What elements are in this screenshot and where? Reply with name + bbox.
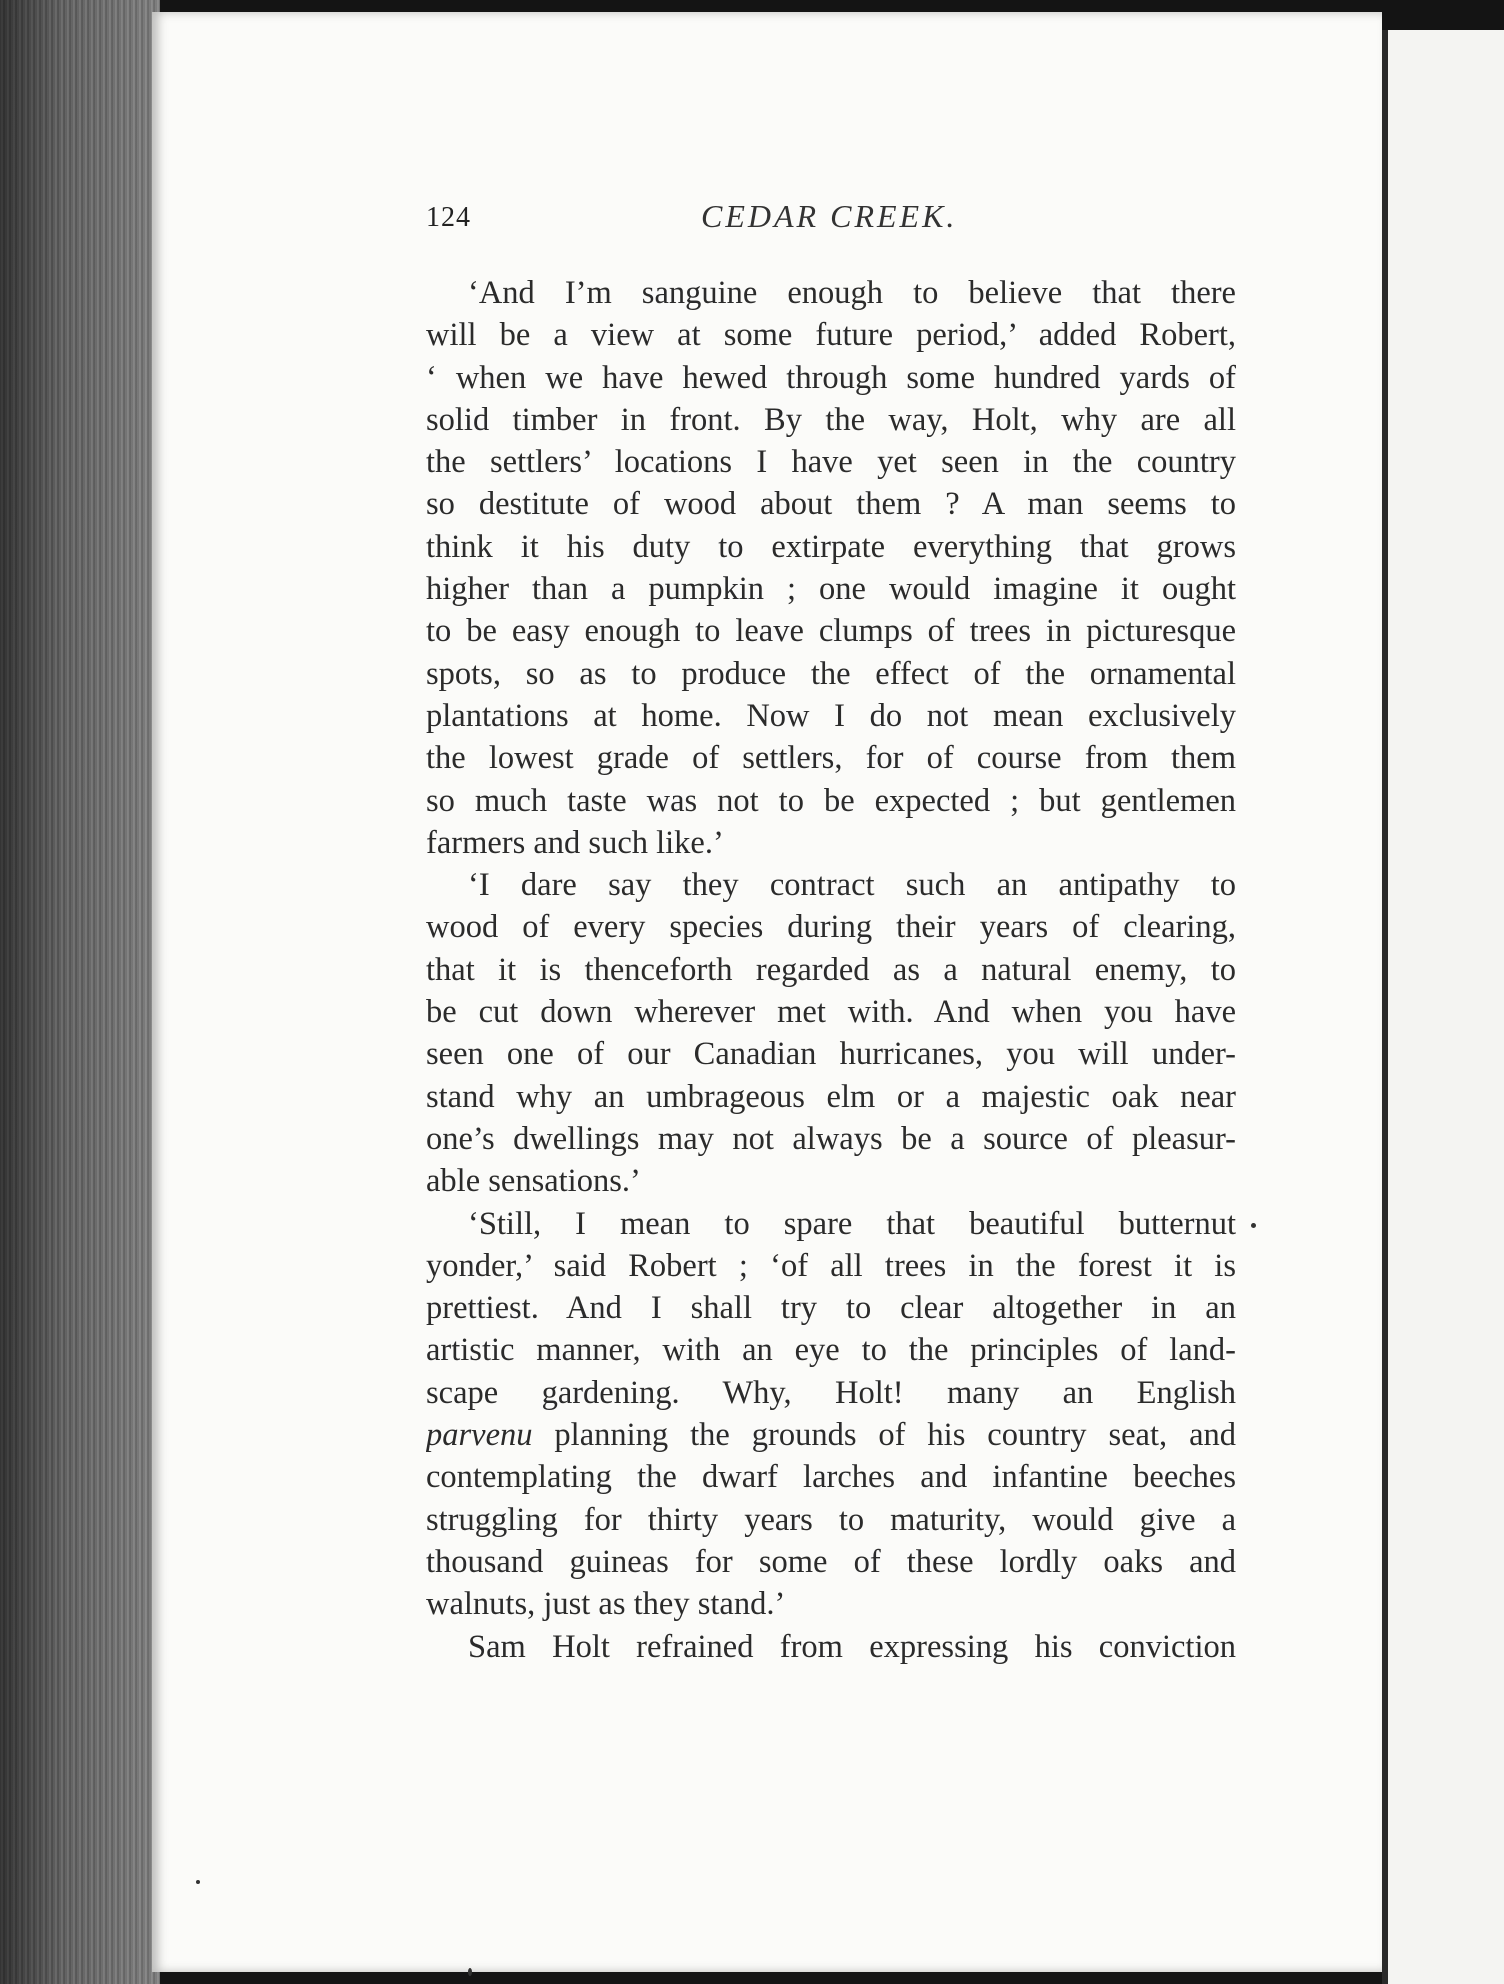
- text-line: able sensations.’: [426, 1163, 641, 1200]
- text-line: one’s dwellings may not always be a source of pleasur-: [426, 1120, 1236, 1157]
- facing-page: [1382, 30, 1504, 1984]
- text-line: ‘And I’m sanguine enough to believe that there: [468, 275, 1236, 311]
- text-line: the settlers’ locations I have yet seen in the country: [426, 444, 1236, 481]
- text-line: walnuts, just as they stand.’: [426, 1586, 786, 1623]
- text-line: struggling for thirty years to maturity, would give a: [426, 1501, 1236, 1538]
- text-line: to be easy enough to leave clumps of trees in picturesque: [426, 613, 1236, 650]
- text-line: plantations at home. Now I do not mean exclusively: [426, 697, 1236, 734]
- text-line: the lowest grade of settlers, for of course from them: [426, 740, 1236, 777]
- text-line: higher than a pumpkin ; one would imagine it ought: [426, 571, 1236, 608]
- text-line: farmers and such like.’: [426, 824, 724, 861]
- text-line: will be a view at some future period,’ added Robert,: [426, 317, 1236, 354]
- text-line: artistic manner, with an eye to the principles of land-: [426, 1332, 1236, 1369]
- text-line: ‘ when we have hewed through some hundred yards of: [426, 359, 1236, 396]
- text-line: seen one of our Canadian hurricanes, you will under-: [426, 1036, 1236, 1073]
- text-line: that it is thenceforth regarded as a natural enemy, to: [426, 951, 1236, 988]
- running-title: CEDAR CREEK.: [701, 198, 958, 234]
- text-line: think it his duty to extirpate everything that grows: [426, 528, 1236, 565]
- text-line: thousand guineas for some of these lordly oaks and: [426, 1543, 1236, 1580]
- text-line: ‘I dare say they contract such an antipathy to: [468, 867, 1236, 904]
- scan-speck: [196, 1880, 200, 1884]
- text-line: parvenu planning the grounds of his country seat, and: [426, 1417, 1236, 1454]
- text-line: be cut down wherever met with. And when you have: [426, 994, 1236, 1031]
- text-line: yonder,’ said Robert ; ‘of all trees in the forest it is: [426, 1247, 1236, 1284]
- italic-word: parvenu: [426, 1417, 533, 1454]
- running-head: [426, 198, 1236, 242]
- scan-speck: [1251, 1223, 1256, 1228]
- text-line: so destitute of wood about them ? A man seems to: [426, 486, 1236, 523]
- scan-speck: [468, 1968, 472, 1976]
- text-line: spots, so as to produce the effect of the ornamental: [426, 655, 1236, 692]
- text-line: solid timber in front. By the way, Holt, why are all: [426, 401, 1236, 438]
- text-line: Sam Holt refrained from expressing his conviction: [468, 1628, 1236, 1665]
- book-edge-shadow: [0, 0, 160, 1984]
- body-text: [426, 272, 1236, 1668]
- text-line: contemplating the dwarf larches and infantine beeches: [426, 1459, 1236, 1496]
- text-line: scape gardening. Why, Holt! many an English: [426, 1374, 1236, 1411]
- text-line: ‘Still, I mean to spare that beautiful butternut: [468, 1205, 1236, 1242]
- text-line: stand why an umbrageous elm or a majestic oak near: [426, 1078, 1236, 1115]
- text-line: so much taste was not to be expected ; but gentlemen: [426, 782, 1236, 819]
- page-number: 124: [426, 202, 471, 233]
- text-line: prettiest. And I shall try to clear altogether in an: [426, 1290, 1236, 1327]
- text-line: wood of every species during their years of clearing,: [426, 909, 1236, 946]
